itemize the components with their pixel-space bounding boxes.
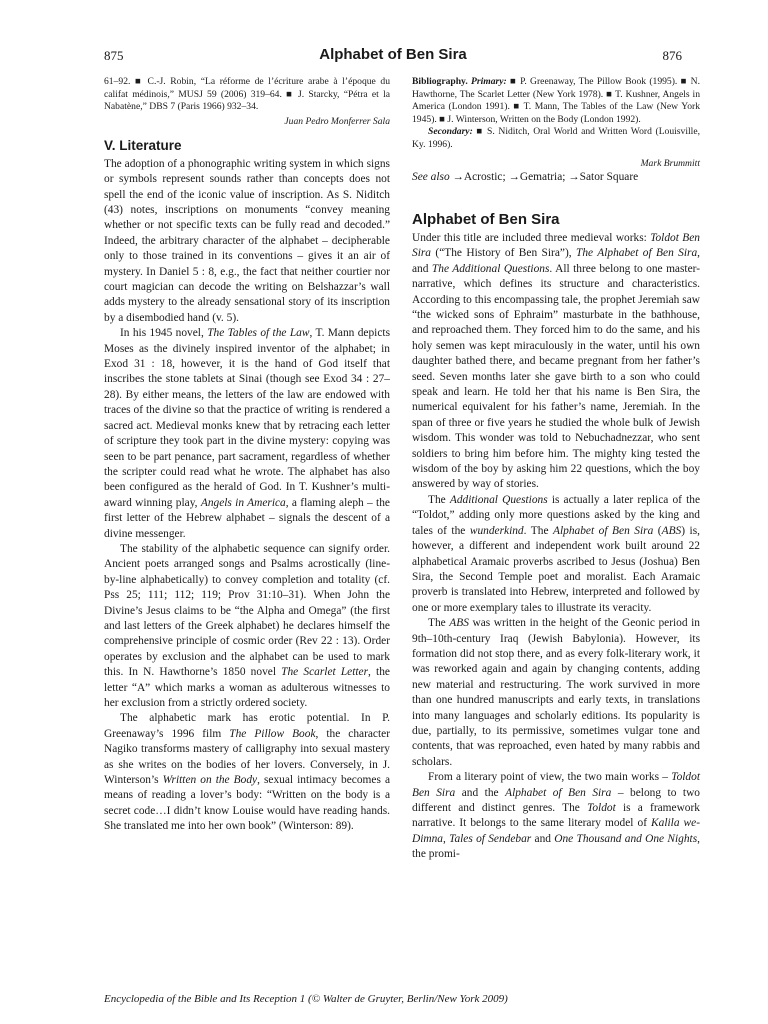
paragraph-4: The alphabetic mark has erotic potential. In P. Greenaway’s 1996 film The Pillow Book, the character Nagiko transforms mastery of calligraphy into sexual mastery as she writes on the bodies of her lovers. Conversely, in J. Winterson’s Written on the Body, sexual intimacy becomes a means of reading a lover’s body: “Written on the body is a secret code…I didn’t know Louise would have reading hands. She translated me into her own book” (Winterson: 89). xyxy=(104,712,391,833)
author-signature-2: Mark Brummitt xyxy=(640,157,700,169)
section-heading-literature: V. Literature xyxy=(104,138,182,154)
author-signature-1: Juan Pedro Monferrer Sala xyxy=(284,115,390,127)
article-paragraph-3: The ABS was written in the height of the Geonic period in 9th–10th-century Iraq (Jewish Babylonia). However, its formation did not stop there, and as every folk-literary work, it was reworked again and again by changing contents, adding new material and restructuring. The work survived in more than one hundred manuscripts and early texts, in translations into many languages and scholarly editions. Its popularity is due, partially, to its permissive, sometimes vulgar tone and contents, that was reproached, even hated by many rabbis and scholars. xyxy=(412,617,700,768)
article-paragraph-1: Under this title are included three medieval works: Toldot Ben Sira (“The History of Ben Sira”), The Alphabet of Ben Sira, and The Additional Questions. All three belong to one master-narrative, which defines its structure and characteristics. According to this encompassing tale, the prophet Jeremiah saw “the wicked sons of Ephraim” masturbate in the bathhouse, and reproached them. They forced him to do the same, and his holy semen was kept miraculously in the water, until his own daughter bathed there, and became pregnant from her father’s seed. Seven months later she gave birth to a son who could speak and learn. He told her that his name is Ben Sira, the numerical equivalent for his father’s name, Jeremiah. In the span of three or five years he studied the whole bulk of Jewish wisdom. This wonder was told to Nebuchadnezzar, who sent soldiers to bring him before him. The mighty king tested the wisdom of the boy by asking him 22 questions, which the boy answered by way of stories. xyxy=(412,231,701,491)
bibliography-primary: Bibliography. Primary: ■ P. Greenaway, The Pillow Book (1995). ■ N. Hawthorne, The Scarlet Letter (New York 1978). ■ T. Kushner, Angels in America (London 1991). ■ T. Mann, The Tables of the Law (New York 1945). ■ J. Winterson, Written on the Body (London 1992). xyxy=(412,76,700,125)
article-paragraph-2: The Additional Questions is actually a later replica of the “Toldot,” adding only more questions asked by the king and tales of the wunderkind. The Alphabet of Ben Sira (ABS) is, however, a different and independent work built around 22 alphabetical Aramaic proverbs ascribed to Jesus (Joshua) Ben Sira, the Second Temple poet and moralist. Each Aramaic proverb is translated into Hebrew, interpreted and followed by one or more exemplary tales to illustrate its veracity. xyxy=(412,493,700,614)
page-number-left: 875 xyxy=(104,48,124,63)
right-column xyxy=(412,76,700,863)
page-number-right: 876 xyxy=(662,48,682,63)
paragraph-3: The stability of the alphabetic sequence can signify order. Ancient poets arranged songs and Psalms acrostically (line-by-line alphabetically) to convey completion and totality (cf. Pss 25; 111; 112; 119; Prov 31:10–31). When John the Divine’s Jesus claims to be “the Alpha and Omega” (the first and last letters of the Greek alphabet) he declares himself the comprehensive principle of cosmic order (Rev 22 : 13). Order operates by exclusion and the alphabet can be used to mark this. In N. Hawthorne’s 1850 novel The Scarlet Letter, the letter “A” which marks a woman as adulterous witnesses to her exclusion from a strictly ordered society. xyxy=(104,542,390,709)
left-column xyxy=(104,76,390,835)
page-header xyxy=(104,46,682,68)
see-also: See also →Acrostic; →Gematria; →Sator Square xyxy=(412,171,639,184)
page-footer: Encyclopedia of the Bible and Its Reception 1 (© Walter de Gruyter, Berlin/New York 2009) xyxy=(104,993,508,1005)
article-heading: Alphabet of Ben Sira xyxy=(412,210,560,228)
running-title: Alphabet of Ben Sira xyxy=(319,46,467,63)
bibliography-secondary: Secondary: ■ S. Niditch, Oral World and Written Word (Louisville, Ky. 1996). xyxy=(412,126,700,150)
bibliography-continuation: 61–92. ■ C.-J. Robin, “La réforme de l’écriture arabe à l’époque du califat médinois,” MUSJ 59 (2006) 319–64. ■ J. Starcky, “Pétra et la Nabatène,” DBS 7 (Paris 1966) 932–34. xyxy=(104,76,390,113)
paragraph-1: The adoption of a phonographic writing system in which signs or symbols represent sounds rather than concepts does not spell the end of the iconic value of inscription. As S. Niditch (43) notes, inscriptions on monuments “convey meaning whether or not specific texts can be fully read and decoded.” Indeed, the arbitrary character of the alphabet – decipherable only to those trained in its conventions – gives it an air of mystery. In Daniel 5 : 8, e.g., the fact that neither courtier nor court magician can decode the writing on Belshazzar’s wall adds mystery to the already sensational story of its inscription by a disembodied hand (v. 5). xyxy=(104,157,390,324)
paragraph-2: In his 1945 novel, The Tables of the Law, T. Mann depicts Moses as the divinely inspired inventor of the alphabet; in Exod 31 : 18, however, it is the hand of God itself that inscribes the stone tablets at Sinai (though see Exod 34 : 27–28). By either means, the letters of the law are endowed with traces of the divine so that the practice of writing is rendered a sacred act. Medieval monks knew that by retracing each letter of scripture they took part in the divine mystery: copying was seen to be part penance, part sacrament, regardless of whether the scripter could read what he wrote. The alphabet has also been configured as the herald of God. In T. Kushner’s multi-award winning play, Angels in America, a flaming aleph – the first letter of the Hebrew alphabet – signals the descent of a divine messenger. xyxy=(104,327,391,540)
article-paragraph-4: From a literary point of view, the two main works – Toldot Ben Sira and the Alphabet of Ben Sira – belong to two different and distinct genres. The Toldot is a framework narrative. It belongs to the same literary model of Kalila we-Dimna, Tales of Sendebar and One Thousand and One Nights, the promi- xyxy=(412,771,701,861)
